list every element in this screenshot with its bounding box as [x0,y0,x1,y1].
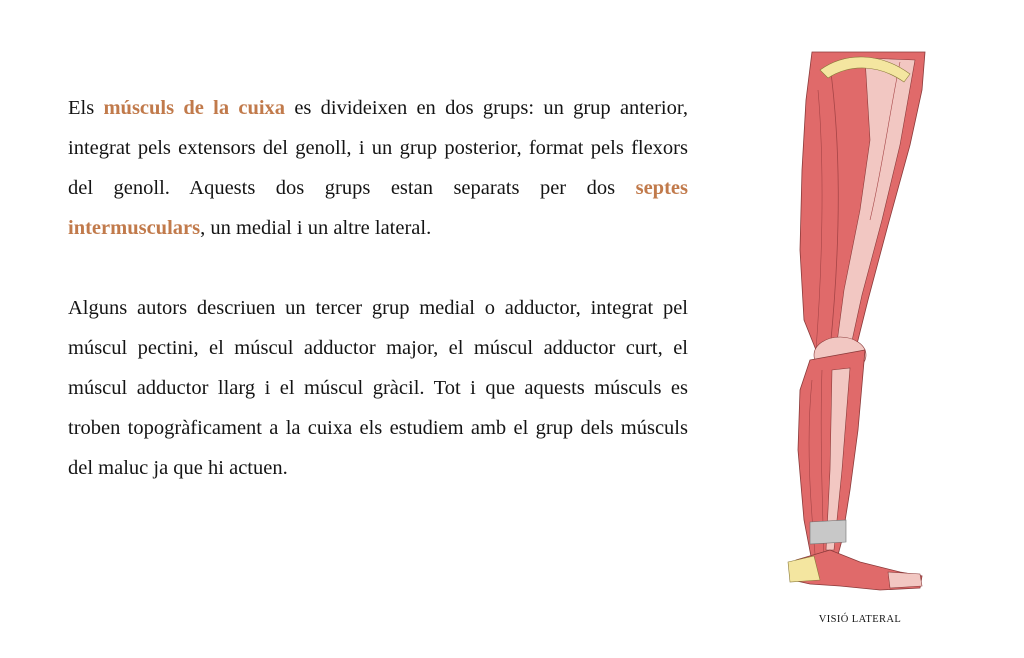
leg-muscles-illustration [770,50,950,640]
paragraph-adductor-group: Alguns autors descriuen un tercer grup medial o adductor, integrat pel múscul pectini, el múscul adductor major, el múscul adductor curt, el múscul adductor llarg i el múscul gràcil. Tot i que aquests músculs es troben topogràficament a la cuixa els estudiem amb el grup dels músculs del maluc ja que hi actuen. [68,297,688,479]
paragraph-text: , un medial i un altre lateral. [200,217,432,239]
toes [888,572,922,588]
paragraph-text: Els [68,97,104,119]
heel-bone [788,556,820,582]
paragraph-thigh-groups [68,88,688,248]
leg-illustration [770,50,950,640]
link-intermuscular-septa[interactable]: septes intermusculars [68,177,688,239]
paragraph-text: es divideixen en dos grups: un grup anterior, integrat pels extensors del genoll, i un grup posterior, format pels flexors del genoll. Aquests dos grups estan separats per dos [68,97,688,199]
main-text [68,88,688,528]
figure-caption: VISIÓ LATERAL [818,614,902,625]
extensor-retinaculum [810,520,846,544]
link-thigh-muscles[interactable]: músculs de la cuixa [103,97,286,119]
